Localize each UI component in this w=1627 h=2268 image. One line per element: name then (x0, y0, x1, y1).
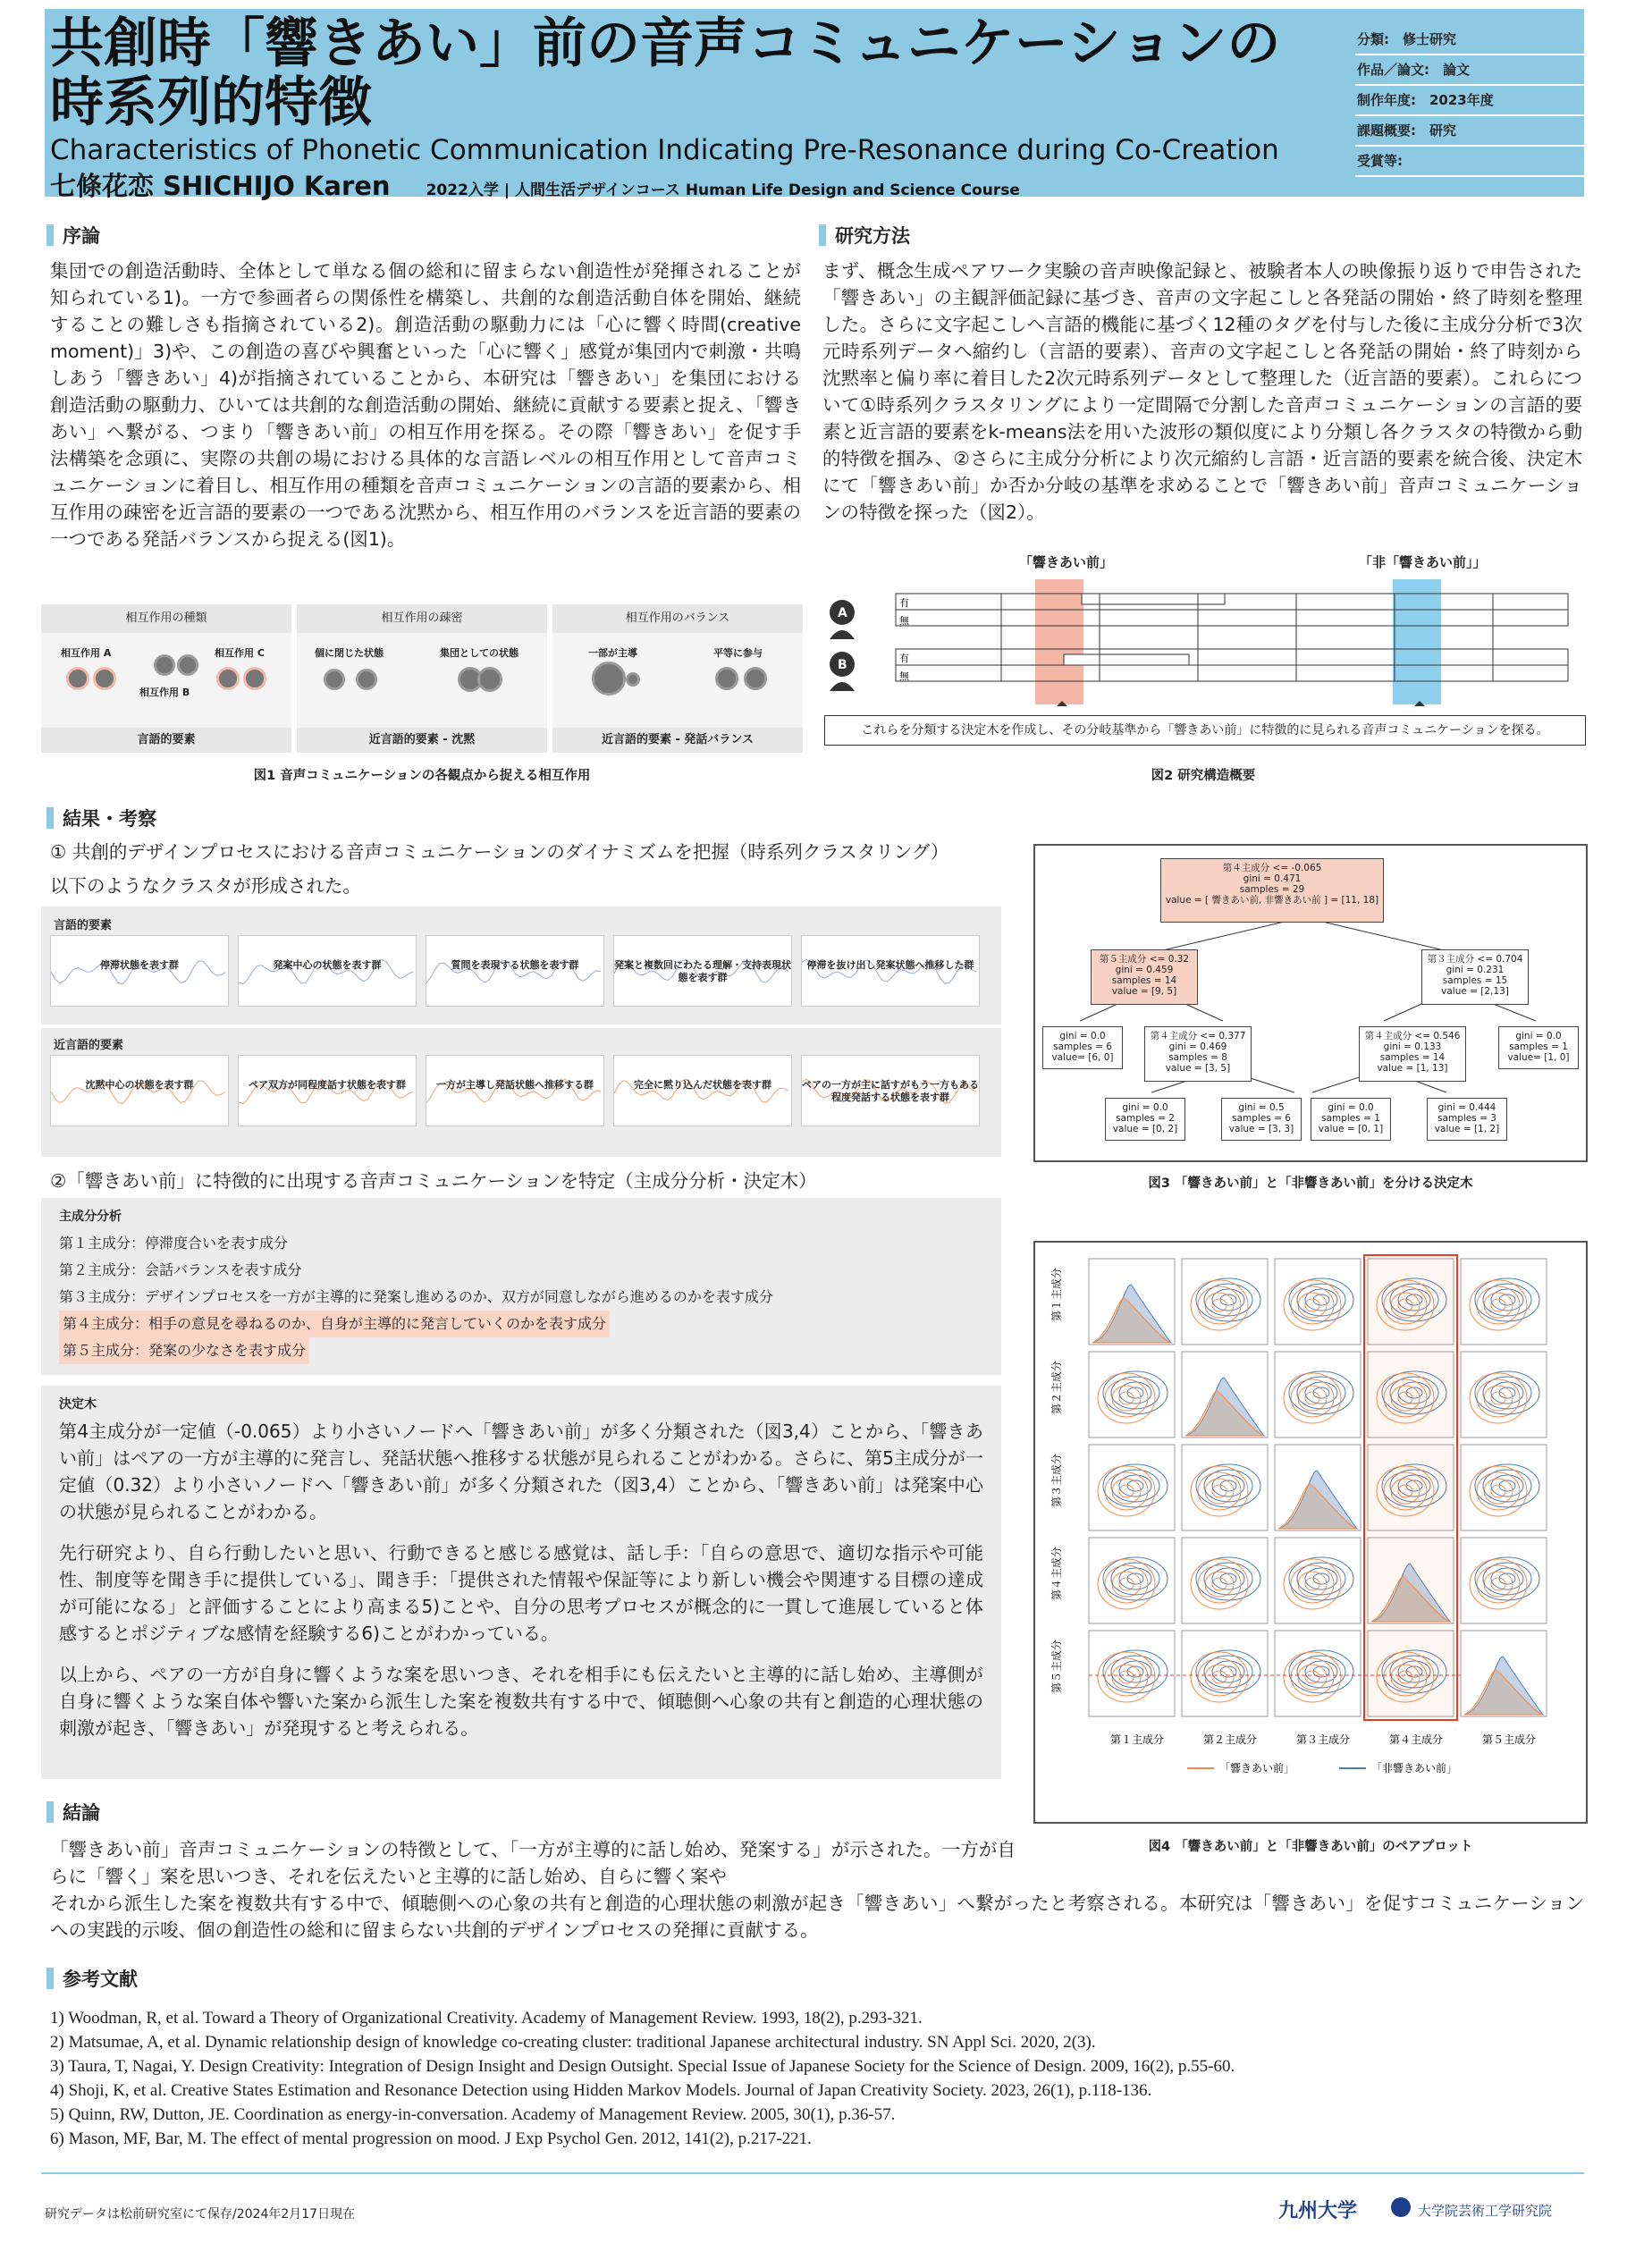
circle-b2 (177, 654, 198, 676)
person-b-body-icon (830, 682, 855, 691)
res1-sub: 以下のようなクラスタが形成された。 (50, 875, 361, 897)
track-a-seg (1082, 594, 1225, 604)
label-a: 相互作用 A (61, 647, 112, 659)
circle-group2 (477, 667, 502, 692)
circle-equal2 (744, 667, 767, 690)
pp-ylabel-2: 第２主成分 (1050, 1360, 1063, 1414)
circle-equal1 (715, 667, 738, 690)
header-banner (45, 9, 1584, 201)
section-intro-label: 序論 (63, 225, 100, 247)
affiliation: 2022入学 | 人間生活デザインコース Human Life Design and Science Course (426, 181, 1020, 199)
label-b: 相互作用 B (139, 687, 190, 698)
fig1-head-balance: 相互作用のバランス (552, 604, 803, 633)
label-lead: 一部が主導 (588, 647, 637, 659)
label-equal: 平等に参与 (713, 647, 763, 659)
author (50, 166, 1020, 203)
meta-award: 受賞等: (1355, 147, 1623, 177)
section-concl-label: 結論 (63, 1802, 100, 1824)
a-yes: 有 (899, 597, 909, 609)
para-card-1 (50, 1055, 229, 1126)
decision-tree-text (41, 1386, 1001, 1779)
section-concl (46, 1799, 100, 1825)
pca-row-1: 第１主成分：停滞度合いを表す成分 (59, 1235, 289, 1252)
footer-univ: 九州大学 (1278, 2199, 1358, 2222)
pp-legend-pre: 「響きあい前」 (1219, 1762, 1295, 1775)
pp-xlabel-3: 第３主成分 (1296, 1733, 1351, 1746)
person-a-body-icon (830, 630, 855, 639)
circle-closed2 (356, 669, 377, 690)
lang-card-label-2: 発案中心の状態を表す群 (273, 959, 382, 971)
para-card-4 (613, 1055, 792, 1126)
person-b-letter: B (838, 658, 847, 672)
fig1-head-density: 相互作用の疎密 (297, 604, 547, 633)
tree-node-n5: 第４主成分 <= 0.546 gini = 0.133 samples = 14 value = [1, 13] (1359, 1026, 1466, 1082)
lang-card-label-4: 発案と複数回にわたる理解・支持表現状態を表す群 (614, 959, 791, 983)
footer-school: 大学院芸術工学研究院 (1418, 2203, 1553, 2219)
pp-xlabel-1: 第１主成分 (1110, 1733, 1165, 1746)
lang-card-label-5: 停滞を抜け出し発案状態へ推移した群 (806, 959, 974, 971)
meta-category: 分類: 修士研究 (1355, 25, 1623, 55)
fig4-caption: 図4 「響きあい前」と「非響きあい前」のペアプロット (1148, 1840, 1473, 1854)
para-card-5 (801, 1055, 980, 1126)
pp-xlabel-2: 第２主成分 (1203, 1733, 1258, 1746)
label-group: 集団としての状態 (440, 647, 518, 659)
para-card-label-3: 一方が主導し発話状態へ推移する群 (436, 1079, 594, 1091)
tree-node-n4: 第４主成分 <= 0.377 gini = 0.469 samples = 8 value = [3, 5] (1144, 1026, 1252, 1082)
lang-card-5 (801, 935, 980, 1007)
lang-card-1 (50, 935, 229, 1007)
pp-ylabel-1: 第１主成分 (1050, 1267, 1063, 1321)
circle-lead2 (626, 672, 640, 687)
label-c: 相互作用 C (215, 647, 265, 659)
circle-b1 (154, 654, 175, 676)
ref-2: 2) Matsumae, A, et al. Dynamic relationship design of knowledge co-creating cluster: traditional Japanese architectural industry. SN Appl Sci. 2020, 2(3). (50, 2033, 1096, 2052)
arrow-pre-icon (1057, 701, 1067, 706)
dt-p1: 第4主成分が一定値（-0.065）より小さいノードへ「響きあい前」が多く分類された（図3,4）ことから、「響きあい前」はペアの一方が主導的に発言し、発話状態へ推移する状態が見られることがわかる。さらに、第5主成分が一定値（0.32）より小さいノードへ「響きあい前」が多く分類された（図3,4）ことから、「響きあい前」は発案中心の状態が見られることがわかる。 (59, 1421, 983, 1522)
circle-lead1 (592, 662, 626, 696)
meta-table (1355, 25, 1623, 177)
dt-head: 決定木 (59, 1397, 97, 1412)
arrow-non-icon (1414, 701, 1425, 706)
fig1-col-kind (41, 604, 291, 753)
section-results-label: 結果・考察 (63, 808, 156, 830)
person-a-letter: A (838, 606, 847, 620)
res1-title: ① 共創的デザインプロセスにおける音声コミュニケーションのダイナミズムを把握（時系列クラスタリング） (50, 841, 949, 863)
footer-note: 研究データは松前研究室にて保存/2024年2月17日現在 (45, 2207, 356, 2222)
pp-xlabel-5: 第５主成分 (1482, 1733, 1537, 1746)
para-card-3 (426, 1055, 604, 1126)
ref-3: 3) Taura, T, Nagai, Y. Design Creativity: Integration of Design Insight and Design Outsight. Special Issue of Japanese Society for the Science of Design. 2009, 16(2), p.55-60. (50, 2057, 1235, 2076)
section-intro (46, 222, 100, 249)
fig1-caption: 図1 音声コミュニケーションの各観点から捉える相互作用 (253, 769, 591, 783)
pca-head: 主成分分析 (59, 1210, 122, 1224)
ref-5: 5) Quinn, RW, Dutton, JE. Coordination as energy-in-conversation. Academy of Management Review. 2005, 30(1), p.36-57. (50, 2105, 896, 2124)
pca-row-3: 第３主成分：デザインプロセスを一方が主導的に発案し進めるのか、双方が同意しながら進めるのかを表す成分 (59, 1288, 773, 1305)
tree-node-n10: gini = 0.444 samples = 3 value = [1, 2] (1427, 1098, 1507, 1141)
dt-p2: 先行研究より、自ら行動したいと思い、行動できると感じる感覚は、話し手：「自らの意思で、適切な指示や可能性、制度等を聞き手に提供している」、聞き手：「提供された情報や保証等により新しい機会や関連する目標の達成が可能になる」と評価することにより高まる5)ことや、自分の思考プロセスが概念的に一貫して進展していると体感するとポジティブな感情を経験する6)ことがわかっている。 (59, 1542, 983, 1644)
title-ja: 共創時「響きあい」前の音声コミュニケーションの時系列的特徴 (50, 13, 1281, 134)
tree-node-n7: gini = 0.0 samples = 2 value = [0, 2] (1105, 1098, 1185, 1141)
concl-text: 「響きあい前」音声コミュニケーションの特徴として、「一方が主導的に話し始め、発案する」が示された。一方が自らに「響く」案を思いつき、それを伝えたいと主導的に話し始め、自らに響く案や (50, 1839, 1016, 1887)
fig2-non-label: 「非「響きあい前」」 (1359, 554, 1487, 570)
fig2-pre-label: 「響きあい前」 (1019, 554, 1114, 570)
section-results (46, 805, 156, 831)
para-card-label-2: ペア双方が同程度話す状態を表す群 (249, 1079, 406, 1091)
section-method (819, 222, 910, 249)
b-yes: 有 (899, 653, 909, 664)
intro-text: 集団での創造活動時、全体として単なる個の総和に留まらない創造性が発揮されることが知られている1)。一方で参画者らの関係性を構築し、共創的な創造活動自体を開始、継続することの難しさも指摘されている2)。創造活動の駆動力には「心に響く時間(creative moment)」3)や、この創造の喜びや興奮といった「心に響く」感覚が集団内で刺激・共鳴しあう「響きあい」4)が指摘されていることから、本研究は「響きあい」を集団における創造活動の駆動力、ひいては共創的な創造活動の開始、継続に貢献する要素と捉え、「響きあい」へ繋がる、つまり「響きあい前」の相互作用を探る。その際「響きあい」を促す手法構築を念頭に、実際の共創の場における具体的な言語レベルの相互作用として音声コミュニケーションに着目し、相互作用の種類を音声コミュニケーションの言語的要素から、相互作用の疎密を近言語的要素の一つである沈黙から、相互作用のバランスを近言語的要素の一つである発話バランスから捉える(図1)。 (50, 260, 801, 550)
concl-text-2: それから派生した案を複数共有する中で、傾聴側への心象の共有と創造的心理状態の刺激が起き「響きあい」へ繋がったと考察される。本研究は「響きあい」を促すコミュニケーションへの実践的示唆、個の創造性の総和に留まらない共創的デザインプロセスの発揮に貢献する。 (50, 1893, 1584, 1941)
pairplot-svg (1035, 1243, 1589, 1825)
lang-card-3 (426, 935, 604, 1007)
a-no: 無 (899, 615, 909, 627)
ref-1: 1) Woodman, R, et al. Toward a Theory of Organizational Creativity. Academy of Management Review. 1993, 18(2), p.293-321. (50, 2009, 923, 2028)
pp-legend-non: 「非響きあい前」 (1371, 1762, 1458, 1775)
label-closed: 個に閉じた状態 (315, 647, 384, 659)
fig2-timelines (822, 572, 1591, 715)
pca-row-4: 第４主成分：相手の意見を尋ねるのか、自身が主導的に発言していくのかを表す成分 (59, 1311, 610, 1337)
pp-ylabel-4: 第４主成分 (1050, 1546, 1063, 1600)
fig1-foot-balance: 近言語的要素 - 発話バランス (552, 728, 803, 753)
tree-node-n3: gini = 0.0 samples = 6 value= [6, 0] (1042, 1026, 1123, 1069)
pca-row-2: 第２主成分：会話バランスを表す成分 (59, 1261, 302, 1278)
b-no: 無 (899, 670, 909, 682)
pca-row-5: 第５主成分：発案の少なさを表す成分 (59, 1337, 309, 1364)
univ-logo-icon (1391, 2197, 1411, 2217)
para-card-2 (238, 1055, 417, 1126)
author-name: 七條花恋 SHICHIJO Karen (50, 171, 391, 201)
footer-divider (41, 2172, 1584, 2174)
pp-xlabel-4: 第４主成分 (1389, 1733, 1444, 1746)
tree-node-n1: 第５主成分 <= 0.32 gini = 0.459 samples = 14 value = [9, 5] (1091, 949, 1198, 1005)
meta-summary: 課題概要: 研究 (1355, 116, 1623, 147)
para-card-label-1: 沈黙中心の状態を表す群 (85, 1079, 194, 1091)
pp-ylabel-3: 第３主成分 (1050, 1453, 1063, 1507)
ref-4: 4) Shoji, K, et al. Creative States Estimation and Resonance Detection using Hidden Markov Models. Journal of Japan Creativity Society. 2023, 26(1), p.118-136. (50, 2081, 1152, 2100)
section-method-label: 研究方法 (835, 225, 910, 247)
pca-panel (41, 1198, 1001, 1375)
references (50, 2006, 1235, 2151)
track-b-seg (1064, 654, 1189, 665)
meta-year: 制作年度: 2023年度 (1355, 86, 1623, 116)
lang-card-2 (238, 935, 417, 1007)
meta-work: 作品／論文: 論文 (1355, 55, 1623, 86)
fig1-foot-kind: 言語的要素 (41, 728, 291, 753)
circle-c1 (216, 667, 240, 690)
para-label: 近言語的要素 (54, 1039, 124, 1052)
circle-closed1 (324, 669, 345, 690)
section-refs (46, 1965, 138, 1992)
figure-1 (41, 604, 803, 753)
tree-node-n8: gini = 0.5 samples = 6 value = [3, 3] (1221, 1098, 1302, 1141)
fig1-col-balance (552, 604, 803, 753)
circle-a1 (66, 667, 89, 690)
tree-node-n9: gini = 0.0 samples = 1 value = [0, 1] (1311, 1098, 1391, 1141)
tree-node-n0: 第４主成分 <= -0.065 gini = 0.471 samples = 29 value = [ 響きあい前, 非響きあい前 ] = [11, 18] (1160, 858, 1384, 923)
tree-node-n2: 第３主成分 <= 0.704 gini = 0.231 samples = 15 value = [2,13] (1421, 949, 1529, 1005)
fig2-note: これらを分類する決定木を作成し、その分岐基準から「響きあい前」に特徴的に見られる音声コミュニケーションを探る。 (824, 715, 1586, 746)
ref-6: 6) Mason, MF, Bar, M. The effect of mental progression on mood. J Exp Psychol Gen. 2012, 141(2), p.217-221. (50, 2129, 812, 2148)
lang-card-label-1: 停滞状態を表す群 (100, 959, 179, 971)
lang-card-4 (613, 935, 792, 1007)
figure-4-pairplot (1033, 1241, 1588, 1824)
fig3-caption: 図3 「響きあい前」と「非響きあい前」を分ける決定木 (1148, 1176, 1473, 1191)
res2-title: ②「響きあい前」に特徴的に出現する音声コミュニケーションを特定（主成分分析・決定木） (50, 1170, 817, 1192)
pp-ylabel-5: 第５主成分 (1050, 1639, 1063, 1693)
circle-a2 (93, 667, 116, 690)
fig1-col-density (297, 604, 547, 753)
tree-node-n6: gini = 0.0 samples = 1 value= [1, 0] (1498, 1026, 1579, 1069)
fig1-foot-density: 近言語的要素 - 沈黙 (297, 728, 547, 753)
para-card-label-4: 完全に黙り込んだ状態を表す群 (634, 1079, 771, 1091)
track-ticks (1001, 594, 1493, 681)
lang-label: 言語的要素 (54, 919, 113, 932)
fig2-caption: 図2 研究構造概要 (1151, 769, 1256, 783)
circle-c2 (243, 667, 266, 690)
para-card-label-5: ペアの一方が主に話すがもう一方もある程度発話する状態を表す群 (802, 1079, 979, 1103)
section-refs-label: 参考文献 (63, 1969, 138, 1990)
method-text: まず、概念生成ペアワーク実験の音声映像記録と、被験者本人の映像振り返りで申告された「響きあい」の主観評価記録に基づき、音声の文字起こしと各発話の開始・終了時刻を整理した。さらに文字起こしへ言語的機能に基づく12種のタグを付与した後に主成分分析で3次元時系列データへ縮约し（言語的要素）、音声の文字起こしと各発話の開始・終了時刻から沈黙率と偏り率に着目した2次元時系列データとして整理した（近言語的要素）。これらについて①時系列クラスタリングにより一定間隔で分割した音声コミュニケーションの言語的要素と近言語的要素をk-means法を用いた波形の類似度により分類し各クラスタの特徴から動的特徴を掴み、②さらに主成分分析により次元縮約し言語・近言語的要素を統合後、決定木にて「響きあい前」か否か分岐の基準を求めることで「響きあい前」音声コミュニケーションの特徴を探った（図2）。 (822, 260, 1582, 523)
fig1-head-kind: 相互作用の種類 (41, 604, 291, 633)
title-en: Characteristics of Phonetic Communication Indicating Pre-Resonance during Co-Creation (50, 134, 1279, 166)
dt-p3: 以上から、ペアの一方が自身に響くような案を思いつき、それを相手にも伝えたいと主導的に話し始め、主導側が自身に響くような案自体や響いた案から派生した案を複数共有する中で、傾聴側へ心象の共有と創造的心理状態の刺激が起き、「響きあい」が発現すると考えられる。 (59, 1664, 983, 1739)
pp-highlight-col (1364, 1255, 1457, 1720)
lang-card-label-3: 質問を表現する状態を表す群 (451, 959, 579, 971)
